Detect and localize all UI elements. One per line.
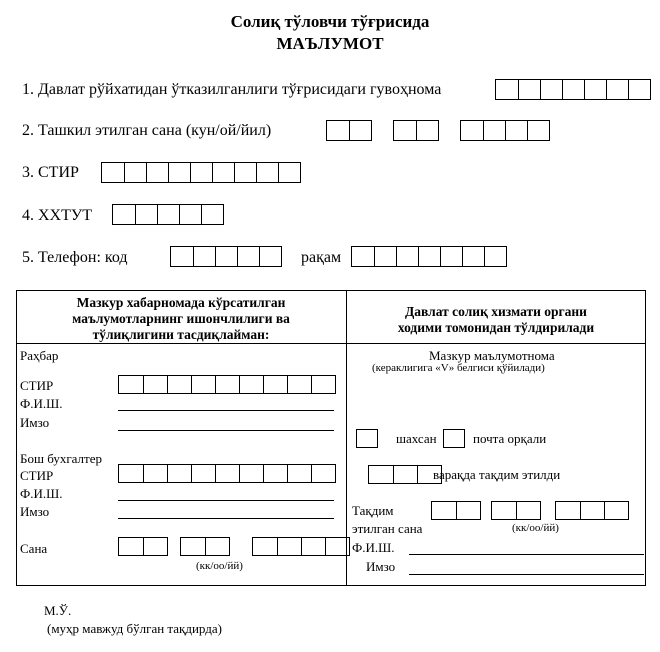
date-year-cells[interactable] xyxy=(252,537,350,556)
registration-cells[interactable] xyxy=(495,79,651,100)
pages-label: варақда тақдим этилди xyxy=(433,467,561,482)
doc-label: Мазкур маълумотнома xyxy=(429,348,555,363)
submitted-format-hint: (кк/оо/йй) xyxy=(512,522,559,534)
director-fio-line[interactable] xyxy=(118,410,334,411)
pages-cells[interactable] xyxy=(368,465,442,484)
director-signature-line[interactable] xyxy=(118,430,334,431)
submitted-label-1: Тақдим xyxy=(352,503,394,518)
director-fio-label: Ф.И.Ш. xyxy=(20,396,63,411)
date-day-cells[interactable] xyxy=(118,537,168,556)
director-label: Раҳбар xyxy=(20,348,59,363)
post-checkbox[interactable] xyxy=(443,429,465,448)
date-format-hint: (кк/оо/йй) xyxy=(196,560,243,572)
left-header: Мазкур хабарномада кўрсатилган маълумотларнинг ишончлилиги ва тўлиқлигини тасдиқлайман: xyxy=(72,295,290,342)
officer-fio-line[interactable] xyxy=(409,554,644,555)
stir-label: 3. СТИР xyxy=(22,164,79,181)
submitted-day-cells[interactable] xyxy=(431,501,481,520)
accountant-signature-line[interactable] xyxy=(118,518,334,519)
phone-code-cells[interactable] xyxy=(170,246,282,267)
form-subtitle: МАЪЛУМОТ xyxy=(276,34,384,53)
submitted-year-cells[interactable] xyxy=(555,501,629,520)
personal-checkbox[interactable] xyxy=(356,429,378,448)
director-signature-label: Имзо xyxy=(20,415,50,430)
director-stir-cells[interactable] xyxy=(118,375,336,394)
accountant-signature-label: Имзо xyxy=(20,504,50,519)
right-header: Давлат солиқ хизмати органи ходими томонидан тўлдирилади xyxy=(397,304,595,335)
accountant-fio-line[interactable] xyxy=(118,500,334,501)
registration-label: 1. Давлат рўйхатидан ўтказилганлиги тўғрисидаги гувоҳнома xyxy=(22,81,442,98)
xxtut-cells[interactable] xyxy=(112,204,224,225)
xxtut-label: 4. ХХТУТ xyxy=(22,207,92,224)
founded-year-cells[interactable] xyxy=(460,120,550,141)
phone-number-cells[interactable] xyxy=(351,246,507,267)
stir-cells[interactable] xyxy=(101,162,301,183)
accountant-fio-label: Ф.И.Ш. xyxy=(20,486,63,501)
founded-day-cells[interactable] xyxy=(326,120,372,141)
phone-code-label: 5. Телефон: код xyxy=(22,249,128,266)
personal-label: шахсан xyxy=(396,431,437,446)
officer-fio-label: Ф.И.Ш. xyxy=(352,540,395,555)
doc-note: (кераклигига «V» белгиси қўйилади) xyxy=(372,362,545,374)
founded-label: 2. Ташкил этилган сана (кун/ой/йил) xyxy=(22,122,272,139)
submitted-label-2: этилган сана xyxy=(352,521,423,536)
founded-month-cells[interactable] xyxy=(393,120,439,141)
date-label: Сана xyxy=(20,541,48,556)
post-label: почта орқали xyxy=(473,431,547,446)
accountant-stir-cells[interactable] xyxy=(118,464,336,483)
seal-label: М.Ў. xyxy=(44,603,72,618)
submitted-month-cells[interactable] xyxy=(491,501,541,520)
form-title: Солиқ тўловчи тўғрисида xyxy=(230,12,430,31)
date-month-cells[interactable] xyxy=(180,537,230,556)
officer-signature-label: Имзо xyxy=(366,559,396,574)
phone-number-label: рақам xyxy=(301,249,342,266)
seal-note: (муҳр мавжуд бўлган тақдирда) xyxy=(47,621,222,636)
table-divider-horizontal xyxy=(16,343,646,344)
accountant-stir-label: СТИР xyxy=(20,468,54,483)
accountant-label: Бош бухгалтер xyxy=(20,451,102,466)
officer-signature-line[interactable] xyxy=(409,574,644,575)
director-stir-label: СТИР xyxy=(20,378,54,393)
